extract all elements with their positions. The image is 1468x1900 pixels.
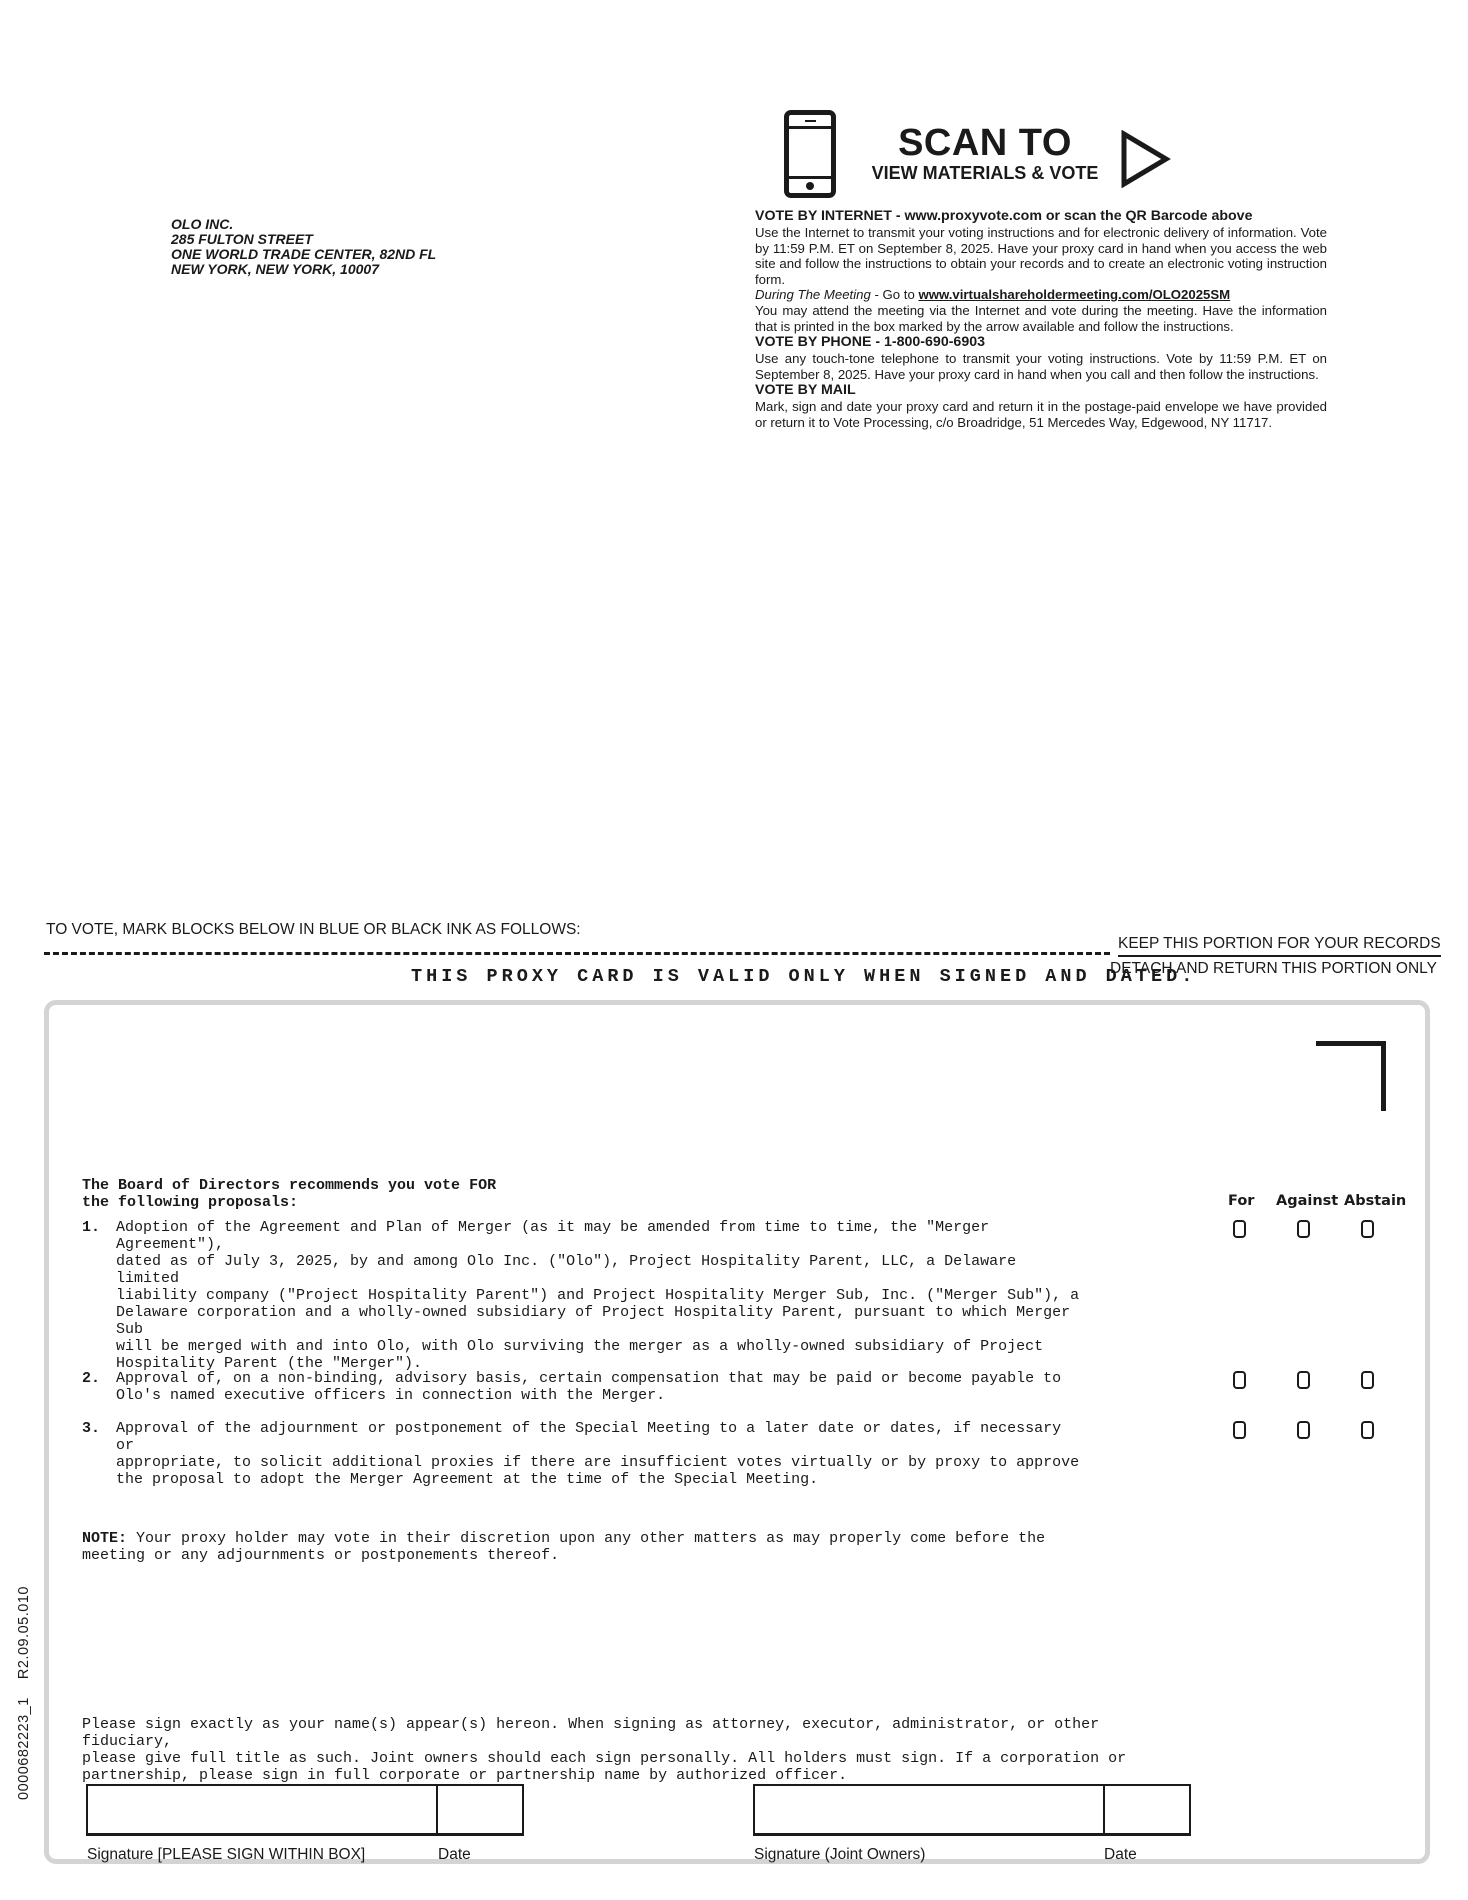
- proposal-number: 3.: [82, 1420, 101, 1437]
- meeting-body: You may attend the meeting via the Internet and vote during the meeting. Have the information that is printed in the box marked by the arrow available and follow the instructions.: [755, 302, 1327, 334]
- note-label: NOTE:: [82, 1530, 128, 1547]
- internet-heading: VOTE BY INTERNET - www.proxyvote.com or scan the QR Barcode above: [755, 208, 1253, 224]
- joint-signature-box[interactable]: [753, 1784, 1105, 1836]
- proposal-1-for-checkbox[interactable]: [1233, 1220, 1246, 1238]
- internet-body: Use the Internet to transmit your voting instructions and for electronic delivery of information. Vote by 11:59 P.M. ET on September 8, 2025. Have your proxy card in hand when you access the web site and follow the instructions to obtain your records and to create an electronic voting instruction form.: [755, 225, 1327, 287]
- proposal-1-abstain-checkbox[interactable]: [1361, 1220, 1374, 1238]
- proposal-3-for-checkbox[interactable]: [1233, 1421, 1246, 1439]
- note-text: Your proxy holder may vote in their discretion upon any other matters as may properly come before the meeting or any adjournments or postponements thereof.: [82, 1530, 1046, 1564]
- play-arrow-icon: [1120, 130, 1172, 188]
- mail-body: Mark, sign and date your proxy card and return it in the postage-paid envelope we have provided or return it to Vote Processing, c/o Broadridge, 51 Mercedes Way, Edgewood, NY 11717.: [755, 399, 1327, 430]
- proposal-1-against-checkbox[interactable]: [1297, 1220, 1310, 1238]
- board-recommendation: [82, 1177, 496, 1211]
- detach-portion-label: DETACH AND RETURN THIS PORTION ONLY: [1110, 960, 1437, 977]
- address-line-3: ONE WORLD TRADE CENTER, 82ND FL: [171, 246, 437, 262]
- meeting-url-link[interactable]: www.virtualshareholdermeeting.com/OLO2025SM: [918, 287, 1231, 303]
- mail-heading: VOTE BY MAIL: [755, 382, 856, 399]
- column-abstain: Abstain: [1344, 1193, 1407, 1209]
- column-for: For: [1228, 1193, 1255, 1209]
- column-against: Against: [1276, 1193, 1339, 1209]
- to-vote-instruction: TO VOTE, MARK BLOCKS BELOW IN BLUE OR BLACK INK AS FOLLOWS:: [46, 921, 581, 938]
- signature-date-box[interactable]: [436, 1784, 524, 1836]
- address-line-2: 285 FULTON STREET: [171, 231, 313, 247]
- meeting-prefix: During The Meeting: [755, 287, 871, 303]
- proposal-2-abstain-checkbox[interactable]: [1361, 1371, 1374, 1389]
- proposal-3-against-checkbox[interactable]: [1297, 1421, 1310, 1439]
- proposal-2: [82, 1370, 1082, 1404]
- phone-body: Use any touch-tone telephone to transmit your voting instructions. Vote by 11:59 P.M. ET on September 8, 2025. Have your proxy card in hand when you call and then follow the instructions.: [755, 351, 1327, 382]
- proposal-2-for-checkbox[interactable]: [1233, 1371, 1246, 1389]
- proposal-text: Approval of the adjournment or postponement of the Special Meeting to a later date or dates, if necessary or appropriate, to solicit additional proxies if there are insufficient votes virtually or by proxy to approve the proposal to adopt the Merger Agreement at the time of the Special Meeting.: [116, 1420, 1080, 1488]
- proxy-note: [82, 1530, 1082, 1564]
- board-line-1: The Board of Directors recommends you vote FOR: [82, 1177, 497, 1194]
- signing-instructions: Please sign exactly as your name(s) appear(s) hereon. When signing as attorney, executor, administrator, or other fiduciary, please give full title as such. Joint owners should each sign personally. All holders must sign. If a corporation or partnership, please sign in full corporate or partnership name by authorized officer.: [82, 1716, 1127, 1784]
- board-line-2: the following proposals:: [82, 1194, 299, 1211]
- scan-title: SCAN TO: [898, 122, 1072, 164]
- voting-instructions: [755, 208, 1327, 431]
- proposal-number: 1.: [82, 1219, 101, 1236]
- address-line-4: NEW YORK, NEW YORK, 10007: [171, 261, 379, 277]
- proposal-2-against-checkbox[interactable]: [1297, 1371, 1310, 1389]
- keep-portion-label: KEEP THIS PORTION FOR YOUR RECORDS: [1118, 935, 1441, 957]
- signature-label: Signature [PLEASE SIGN WITHIN BOX]: [87, 1846, 366, 1863]
- address-line-1: OLO INC.: [171, 216, 234, 232]
- proposal-1: [82, 1219, 1082, 1372]
- meeting-goto: - Go to: [870, 287, 919, 303]
- mailing-address: [171, 217, 436, 277]
- phone-icon: [784, 110, 836, 198]
- meeting-line: [755, 287, 1327, 303]
- scan-subtitle: VIEW MATERIALS & VOTE: [871, 163, 1099, 183]
- proposal-3: [82, 1420, 1082, 1488]
- signature-box[interactable]: [86, 1784, 438, 1836]
- valid-notice: THIS PROXY CARD IS VALID ONLY WHEN SIGNED AND DATED.: [411, 966, 1197, 987]
- proposal-number: 2.: [82, 1370, 101, 1387]
- corner-registration-mark: [1316, 1041, 1386, 1111]
- proposal-3-abstain-checkbox[interactable]: [1361, 1421, 1374, 1439]
- detach-dashed-line: [44, 952, 1110, 955]
- proposal-text: Adoption of the Agreement and Plan of Merger (as it may be amended from time to time, the "Merger Agreement"), dated as of July 3, 2025, by and among Olo Inc. ("Olo"), Project Hospitality Parent, LLC, a Delaware limited liability company ("Project Hospitality Parent") and Project Hospitality Merger Sub, Inc. ("Merger Sub"), a Delaware corporation and a wholly-owned subsidiary of Project Hospitality Parent, pursuant to which Merger Sub will be merged with and into Olo, with Olo surviving the merger as a wholly-owned subsidiary of Project Hospitality Parent (the "Merger").: [116, 1219, 1080, 1372]
- date-label: Date: [438, 1846, 471, 1863]
- phone-heading: VOTE BY PHONE - 1-800-690-6903: [755, 334, 985, 351]
- joint-date-label: Date: [1104, 1846, 1137, 1863]
- joint-date-box[interactable]: [1103, 1784, 1191, 1836]
- proposal-text: Approval of, on a non-binding, advisory basis, certain compensation that may be paid or become payable to Olo's named executive officers in connection with the Merger.: [116, 1370, 1062, 1404]
- side-document-code: 0000682223_1 R2.09.05.010: [16, 1586, 32, 1800]
- joint-signature-label: Signature (Joint Owners): [754, 1846, 926, 1863]
